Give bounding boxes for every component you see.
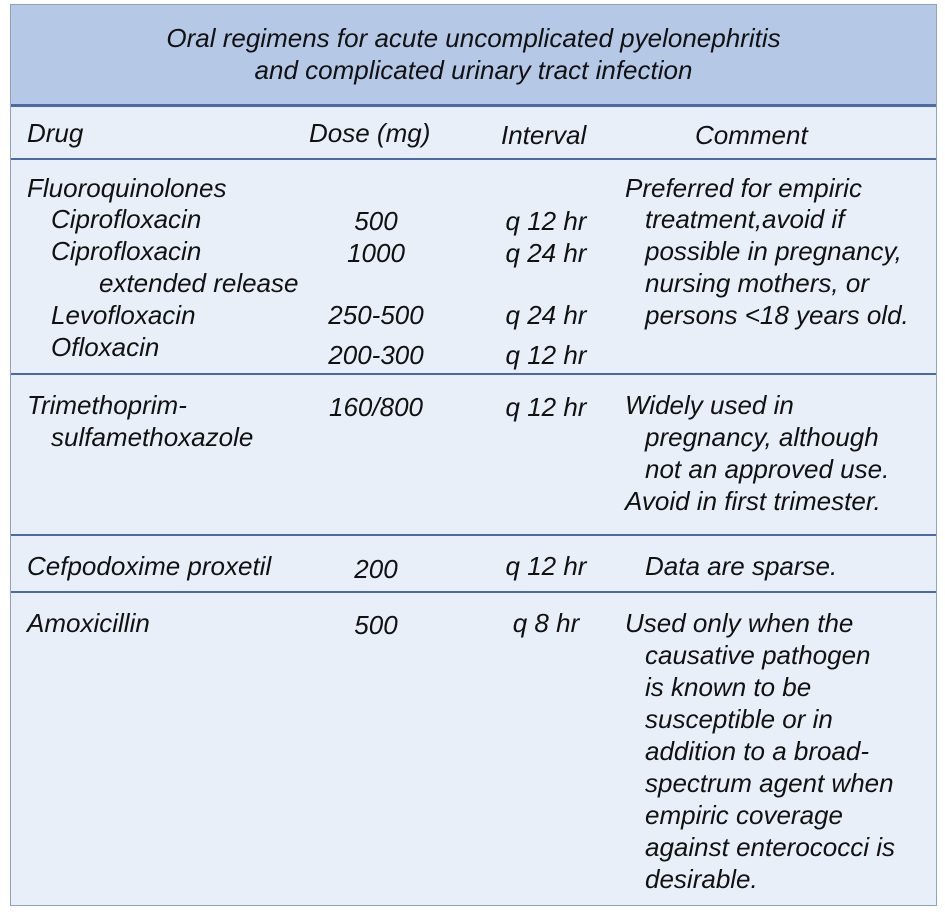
comment-line: treatment,avoid if bbox=[645, 204, 845, 234]
comment-line: possible in pregnancy, bbox=[645, 236, 902, 266]
comment-line: not an approved use. bbox=[645, 454, 890, 484]
comment-line: spectrum agent when bbox=[645, 768, 894, 798]
comment-line: Used only when the bbox=[625, 608, 854, 638]
comment-line: persons <18 years old. bbox=[645, 300, 909, 330]
comment-line: addition to a broad- bbox=[645, 736, 870, 766]
drug-name: Ciprofloxacin bbox=[51, 236, 202, 266]
title-line-2: and complicated urinary tract infection bbox=[254, 55, 693, 85]
title-divider bbox=[11, 104, 936, 107]
comment-line: empiric coverage bbox=[645, 800, 843, 830]
drug-name: Cefpodoxime proxetil bbox=[27, 551, 272, 581]
drug-name: Ofloxacin bbox=[51, 332, 160, 362]
comment-line: Data are sparse. bbox=[645, 551, 838, 581]
interval-value: q 12 hr bbox=[505, 392, 587, 422]
dose-value: 500 bbox=[354, 206, 398, 236]
dose-value: 200-300 bbox=[328, 340, 424, 370]
dose-value: 200 bbox=[354, 554, 398, 584]
table-title bbox=[11, 5, 936, 104]
drug-name: Amoxicillin bbox=[27, 608, 150, 638]
header-dose: Dose (mg) bbox=[309, 118, 431, 148]
header-drug: Drug bbox=[27, 118, 84, 148]
drug-name-continued: extended release bbox=[99, 268, 299, 298]
comment-line: is known to be bbox=[645, 672, 812, 702]
header-interval: Interval bbox=[501, 120, 587, 150]
comment-line: against enterococci is bbox=[645, 832, 896, 862]
comment-line: Avoid in first trimester. bbox=[625, 486, 881, 516]
regimen-table bbox=[10, 4, 937, 906]
interval-value: q 24 hr bbox=[505, 300, 587, 330]
drug-name: Trimethoprim- bbox=[27, 390, 187, 420]
comment-line: desirable. bbox=[645, 864, 758, 894]
interval-value: q 12 hr bbox=[505, 206, 587, 236]
drug-name-continued: sulfamethoxazole bbox=[51, 422, 254, 452]
header-divider bbox=[11, 158, 936, 160]
dose-value: 160/800 bbox=[329, 392, 423, 422]
title-line-1: Oral regimens for acute uncomplicated pyelonephritis bbox=[166, 23, 781, 53]
dose-value: 250-500 bbox=[328, 300, 424, 330]
drug-name: Ciprofloxacin bbox=[51, 204, 202, 234]
interval-value: q 12 hr bbox=[505, 340, 587, 370]
comment-line: Widely used in bbox=[625, 390, 794, 420]
drug-group-label: Fluoroquinolones bbox=[27, 173, 227, 203]
comment-line: susceptible or in bbox=[645, 704, 833, 734]
row-divider bbox=[11, 373, 936, 375]
dose-value: 500 bbox=[354, 610, 398, 640]
drug-name: Levofloxacin bbox=[51, 300, 196, 330]
dose-value: 1000 bbox=[347, 238, 405, 268]
interval-value: q 24 hr bbox=[505, 238, 587, 268]
comment-line: nursing mothers, or bbox=[645, 268, 869, 298]
comment-line: pregnancy, although bbox=[645, 422, 879, 452]
interval-value: q 8 hr bbox=[512, 608, 580, 638]
row-divider bbox=[11, 534, 936, 536]
comment-line: Preferred for empiric bbox=[625, 173, 862, 203]
comment-line: causative pathogen bbox=[645, 640, 871, 670]
interval-value: q 12 hr bbox=[505, 551, 587, 581]
row-divider bbox=[11, 591, 936, 593]
header-comment: Comment bbox=[695, 120, 808, 150]
